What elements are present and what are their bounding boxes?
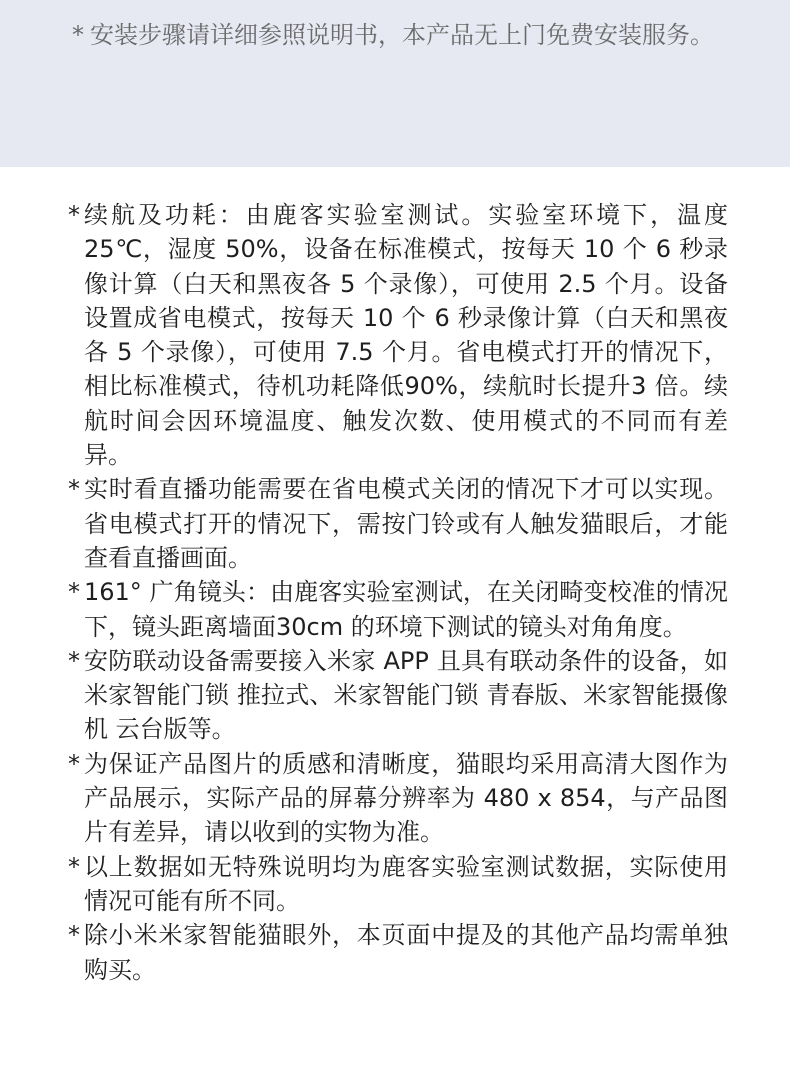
note-text: 为保证产品图片的质感和清晰度，猫眼均采用高清大图作为产品展示，实际产品的屏幕分辨率为 480 x 854，与产品图片有差异，请以收到的实物为准。 [84, 749, 728, 847]
note-asterisk: * [68, 852, 80, 881]
top-banner [0, 0, 790, 167]
note-asterisk: * [68, 578, 80, 607]
note-text: 161° 广角镜头：由鹿客实验室测试，在关闭畸变校准的情况下，镜头距离墙面30cm 的环境下测试的镜头对角角度。 [84, 578, 728, 641]
disclaimer-list [68, 198, 728, 987]
note-text: 除小米米家智能猫眼外，本页面中提及的其他产品均需单独购买。 [84, 921, 728, 984]
note-separate-purchase [68, 918, 728, 987]
note-asterisk: * [68, 749, 80, 778]
note-asterisk: * [68, 921, 80, 950]
note-text: 安防联动设备需要接入米家 APP 且具有联动条件的设备，如米家智能门锁 推拉式、米家智能门锁 青春版、米家智能摄像机 云台版等。 [84, 646, 728, 744]
note-text: 以上数据如无特殊说明均为鹿客实验室测试数据，实际使用情况可能有所不同。 [84, 852, 728, 915]
installation-note-text: 安装步骤请详细参照说明书，本产品无上门免费安装服务。 [90, 21, 714, 49]
note-asterisk: * [68, 475, 80, 504]
note-security-linkage [68, 644, 728, 747]
note-text: 实时看直播功能需要在省电模式关闭的情况下才可以实现。省电模式打开的情况下，需按门铃或有人触发猫眼后，才能查看直播画面。 [84, 475, 728, 572]
note-asterisk: * [72, 21, 84, 49]
note-battery-life [68, 198, 728, 472]
note-asterisk: * [68, 646, 80, 675]
note-live-view [68, 472, 728, 575]
note-wide-angle-lens [68, 575, 728, 644]
note-test-data [68, 850, 728, 919]
note-asterisk: * [68, 201, 80, 229]
installation-note [72, 16, 752, 54]
note-product-images [68, 747, 728, 850]
note-text: 续航及功耗：由鹿客实验室测试。实验室环境下，温度25℃，湿度 50%，设备在标准模式，按每天 10 个 6 秒录像计算（白天和黑夜各 5 个录像），可使用 2.5 个月。设备设置成省电模式，按每天 10 个 6 秒录像计算（白天和黑夜各 5 个录像），可使用 7.5 个月。省电模式打开的情况下，相比标准模式，待机功耗降低90%，续航时长提升3 倍。续航时间会因环境温度、触发次数、使用模式的不同而有差异。 [84, 201, 728, 470]
